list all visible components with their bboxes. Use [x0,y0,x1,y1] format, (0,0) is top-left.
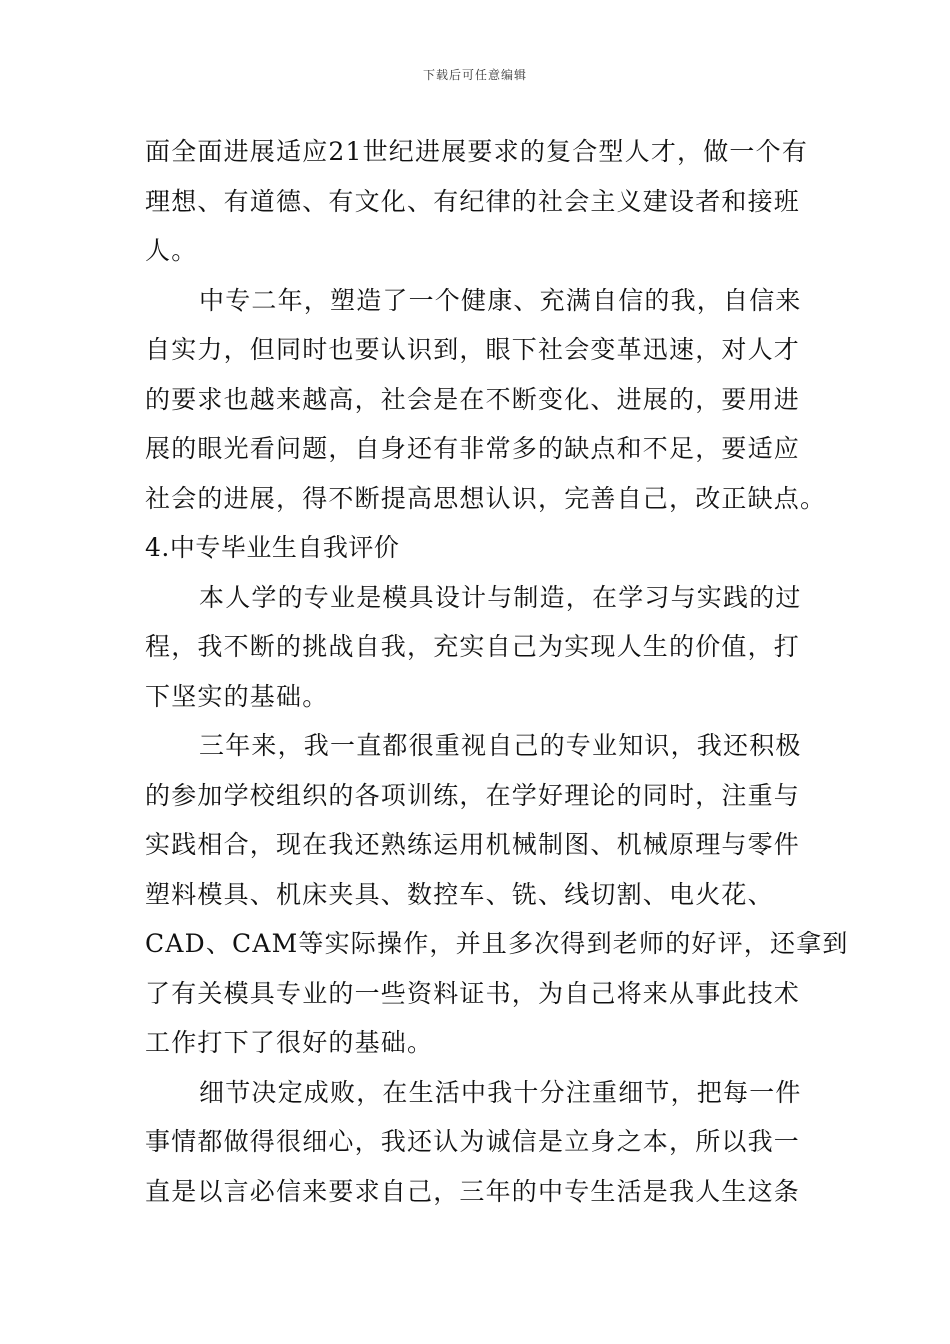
text-line: 人。 [145,236,198,265]
text-line: 下坚实的基础。 [145,681,329,711]
text-line: 展的眼光看问题，自身还有非常多的缺点和不足，要适应 [145,434,801,463]
paragraph-start-line: 三年来，我一直都很重视自己的专业知识，我还积极 [199,731,802,760]
section-heading: 4.中专毕业生自我评价 [145,533,400,562]
text-line: 了有关模具专业的一些资料证书，为自己将来从事此技术 [145,978,801,1008]
text-line: 社会的进展，得不断提高思想认识，完善自己，改正缺点。 [145,483,827,513]
paragraph-start-line: 细节决定成败，在生活中我十分注重细节，把每一件 [199,1077,802,1107]
paragraph-start-line: 本人学的专业是模具设计与制造，在学习与实践的过 [199,582,802,612]
text-line: 的要求也越来越高，社会是在不断变化、进展的，要用进 [145,384,801,414]
text-line: CAD、CAM等实际操作，并且多次得到老师的好评，还拿到 [145,929,849,958]
text-line: 工作打下了很好的基础。 [145,1028,434,1057]
text-line: 塑料模具、机床夹具、数控车、铣、线切割、电火花、 [145,879,774,909]
text-line: 事情都做得很细心，我还认为诚信是立身之本，所以我一 [145,1127,801,1156]
text-line: 实践相合，现在我还熟练运用机械制图、机械原理与零件 [145,830,801,859]
paragraph-start-line: 中专二年，塑造了一个健康、充满自信的我，自信来 [199,285,802,315]
document-body [145,127,849,1216]
text-line: 理想、有道德、有文化、有纪律的社会主义建设者和接班 [145,186,801,216]
text-line: 的参加学校组织的各项训练，在学好理论的同时，注重与 [145,780,801,810]
text-line: 面全面进展适应21世纪进展要求的复合型人才，做一个有 [145,137,809,166]
text-line: 自实力，但同时也要认识到，眼下社会变革迅速，对人才 [145,335,801,364]
text-line: 直是以言必信来要求自己，三年的中专生活是我人生这条 [145,1176,801,1206]
text-line: 程，我不断的挑战自我，充实自己为实现人生的价值，打 [145,632,801,661]
page-header: 下载后可任意编辑 [422,68,527,82]
